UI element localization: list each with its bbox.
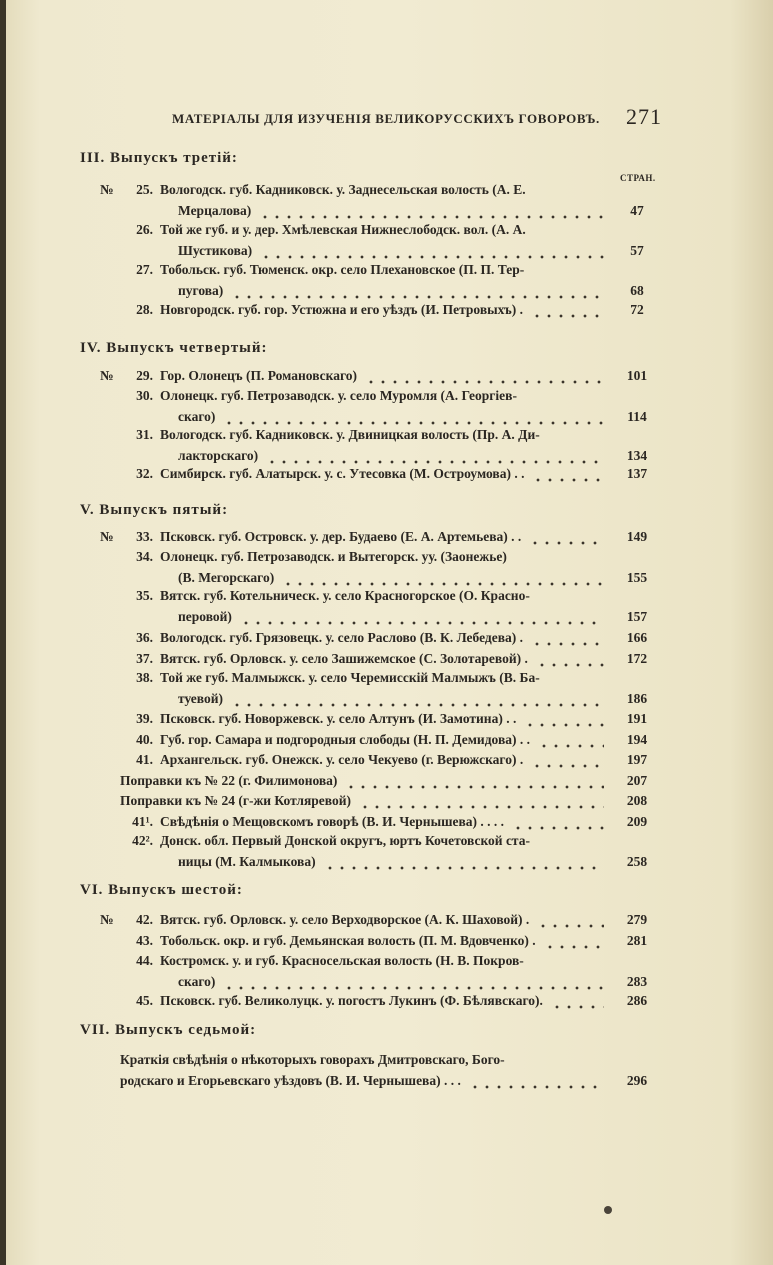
toc-entry <box>0 262 773 298</box>
entry-text-continuation: Мерцалова) <box>178 203 252 218</box>
entry-text: Псковск. губ. Великолуцк. у. погостъ Лукинъ (Ф. Бѣлявскаго). <box>160 993 543 1008</box>
ink-spot <box>604 1206 612 1214</box>
entry-number: 44. <box>136 953 153 968</box>
leader-dots <box>266 448 604 466</box>
entry-text: Вологодск. губ. Кадниковск. у. Заднесельская волость (А. Е. <box>160 182 526 197</box>
leader-dots <box>531 302 604 320</box>
entry-text-continuation: (В. Мегорскаго) <box>178 570 275 585</box>
running-header <box>172 104 662 134</box>
entry-text: Гор. Олонецъ (П. Романовскаго) <box>160 368 358 383</box>
page-ref: 258 <box>626 854 648 869</box>
entry-text: Губ. гор. Самара и подгородныя слободы (Н. П. Демидова) . . <box>160 732 530 747</box>
entry-text: Краткія свѣдѣнія о нѣкоторыхъ говорахъ Дмитровскаго, Бого- <box>120 1052 505 1067</box>
page-ref: 137 <box>626 466 648 481</box>
entry-text: Поправки къ № 22 (г. Филимонова) <box>120 773 338 788</box>
leader-dots <box>365 368 604 386</box>
leader-dots <box>529 529 604 547</box>
leader-dots <box>282 570 604 588</box>
entry-text: Архангельск. губ. Онежск. у. село Чекуево (г. Верюжскаго) . <box>160 752 524 767</box>
leader-dots <box>345 773 604 791</box>
leader-dots <box>231 283 604 301</box>
section-heading-5: V. Выпускъ пятый: <box>80 502 229 518</box>
leader-dots <box>223 974 604 992</box>
entry-text: Олонецк. губ. Петрозаводск. у. село Муромля (А. Георгіев- <box>160 388 517 403</box>
page-ref: 101 <box>626 368 648 383</box>
page-ref: 207 <box>626 773 648 788</box>
page-ref: 157 <box>626 609 648 624</box>
leader-dots <box>324 854 604 872</box>
page-ref: 281 <box>626 933 648 948</box>
toc-entry <box>0 529 773 551</box>
entry-number: 40. <box>136 732 153 747</box>
section-heading-3: III. Выпускъ третій: <box>80 150 238 166</box>
entry-text-continuation: Шустикова) <box>178 243 253 258</box>
leader-dots <box>536 651 604 669</box>
entry-text: Тобольск. губ. Тюменск. окр. село Плехановское (П. П. Тер- <box>160 262 525 277</box>
entry-number: 43. <box>136 933 153 948</box>
entry-text: Вятск. губ. Орловск. у. село Верходворское (А. К. Шаховой) . <box>160 912 530 927</box>
section-heading-6: VI. Выпускъ шестой: <box>80 882 243 898</box>
entry-number: 30. <box>136 388 153 403</box>
toc-entry <box>0 388 773 424</box>
page-ref: 68 <box>630 283 644 298</box>
page-ref: 186 <box>626 691 648 706</box>
leader-dots <box>532 466 604 484</box>
toc-entry <box>0 182 773 218</box>
toc-entry <box>0 933 773 955</box>
entry-text: Той же губ. и у. дер. Хмѣлевская Нижнеслободск. вол. (А. А. <box>160 222 526 237</box>
numero-sign: № <box>100 529 114 544</box>
entry-text: Псковск. губ. Новоржевск. у. село Алтунъ (И. Замотина) . . <box>160 711 517 726</box>
leader-dots <box>531 752 604 770</box>
entry-number: 29. <box>136 368 153 383</box>
leader-dots <box>512 814 604 832</box>
leader-dots <box>524 711 604 729</box>
page-ref: 209 <box>626 814 648 829</box>
toc-entry <box>0 466 773 488</box>
entry-text: Той же губ. Малмыжск. у. село Черемисскій Малмыжъ (В. Ба- <box>160 670 540 685</box>
leader-dots <box>551 993 604 1011</box>
toc-entry <box>0 912 773 934</box>
entry-number: 25. <box>136 182 153 197</box>
leader-dots <box>223 409 604 427</box>
page-ref: 279 <box>626 912 648 927</box>
page-ref: 155 <box>626 570 648 585</box>
entry-number: 39. <box>136 711 153 726</box>
entry-text-continuation: скаго) <box>178 409 216 424</box>
toc-entry <box>0 711 773 733</box>
entry-text: Свѣдѣнія о Мещовскомъ говорѣ (В. И. Чернышева) . . . . <box>160 814 505 829</box>
page-ref: 72 <box>630 302 644 317</box>
toc-entry <box>0 549 773 585</box>
toc-entry <box>0 732 773 754</box>
entry-text-continuation: лакторскаго) <box>178 448 259 463</box>
entry-text-continuation: перовой) <box>178 609 232 624</box>
page-number: 271 <box>626 104 662 129</box>
page-ref: 166 <box>626 630 648 645</box>
entry-number: 35. <box>136 588 153 603</box>
entry-number: 28. <box>136 302 153 317</box>
toc-entry <box>0 670 773 706</box>
entry-text-continuation: туевой) <box>178 691 224 706</box>
entry-number: 26. <box>136 222 153 237</box>
page-ref: 172 <box>626 651 648 666</box>
page-ref: 194 <box>626 732 648 747</box>
toc-entry <box>0 993 773 1015</box>
entry-number: 36. <box>136 630 153 645</box>
toc-entry <box>0 793 773 815</box>
numero-sign: № <box>100 912 114 927</box>
entry-number: 42². <box>132 833 153 848</box>
entry-text: Вологодск. губ. Грязовецк. у. село Раслово (В. К. Лебедева) . <box>160 630 524 645</box>
entry-text: Вятск. губ. Орловск. у. село Зашижемское (С. Золотаревой) . <box>160 651 528 666</box>
entry-number: 41. <box>136 752 153 767</box>
leader-dots <box>359 793 604 811</box>
leader-dots <box>537 912 604 930</box>
entry-number: 33. <box>136 529 153 544</box>
leader-dots <box>231 691 604 709</box>
entry-text: Вятск. губ. Котельническ. у. село Красногорское (О. Красно- <box>160 588 530 603</box>
entry-number: 38. <box>136 670 153 685</box>
page-ref: 283 <box>626 974 648 989</box>
page-ref: 208 <box>626 793 648 808</box>
page-ref: 57 <box>630 243 644 258</box>
entry-text: Поправки къ № 24 (г-жи Котляревой) <box>120 793 351 808</box>
leader-dots <box>469 1073 604 1091</box>
entry-text-continuation: пугова) <box>178 283 224 298</box>
page-ref: 191 <box>626 711 648 726</box>
section-heading-7: VII. Выпускъ седьмой: <box>80 1022 257 1038</box>
toc-entry <box>0 1052 773 1088</box>
leader-dots <box>544 933 604 951</box>
toc-entry <box>0 302 773 324</box>
entry-text: Костромск. у. и губ. Красносельская волость (Н. В. Покров- <box>160 953 524 968</box>
entry-text: Псковск. губ. Островск. у. дер. Будаево (Е. А. Артемьева) . . <box>160 529 522 544</box>
entry-text-continuation: ницы (М. Калмыкова) <box>178 854 316 869</box>
page-column-header: СТРАН. <box>620 173 656 183</box>
leader-dots <box>260 243 604 261</box>
toc-entry <box>0 953 773 989</box>
page-ref: 134 <box>626 448 648 463</box>
entry-number: 32. <box>136 466 153 481</box>
toc-entry <box>0 773 773 795</box>
entry-text: Новгородск. губ. гор. Устюжна и его уѣздъ (И. Петровыхъ) . <box>160 302 524 317</box>
entry-text: Олонецк. губ. Петрозаводск. и Вытегорск. уу. (Заонежье) <box>160 549 507 564</box>
entry-number: 42. <box>136 912 153 927</box>
leader-dots <box>240 609 604 627</box>
entry-text: Вологодск. губ. Кадниковск. у. Двиницкая волость (Пр. А. Ди- <box>160 427 540 442</box>
entry-number: 34. <box>136 549 153 564</box>
toc-entry <box>0 630 773 652</box>
toc-entry <box>0 222 773 258</box>
entry-text-continuation: скаго) <box>178 974 216 989</box>
entry-text: Тобольск. окр. и губ. Демьянская волость (П. М. Вдовченко) . <box>160 933 536 948</box>
leader-dots <box>259 203 604 221</box>
page-ref: 47 <box>630 203 644 218</box>
entry-number: 37. <box>136 651 153 666</box>
entry-text: Донск. обл. Первый Донской округъ, юртъ Кочетовской ста- <box>160 833 530 848</box>
entry-text: Симбирск. губ. Алатырск. у. с. Утесовка (М. Остроумова) . . <box>160 466 525 481</box>
entry-text-continuation: родскаго и Егорьевскаго уѣздовъ (В. И. Чернышева) . . . <box>120 1073 461 1088</box>
toc-entry <box>0 427 773 463</box>
leader-dots <box>531 630 604 648</box>
toc-entry <box>0 368 773 390</box>
toc-entry <box>0 752 773 774</box>
leader-dots <box>538 732 604 750</box>
section-heading-4: IV. Выпускъ четвертый: <box>80 340 268 356</box>
entry-number: 45. <box>136 993 153 1008</box>
header-title: МАТЕРІАЛЫ ДЛЯ ИЗУЧЕНІЯ ВЕЛИКОРУССКИХЪ ГОВОРОВЪ. <box>172 111 600 126</box>
toc-entry <box>0 833 773 869</box>
numero-sign: № <box>100 368 114 383</box>
entry-number: 31. <box>136 427 153 442</box>
page-ref: 286 <box>626 993 648 1008</box>
page-ref: 296 <box>626 1073 648 1088</box>
page-ref: 149 <box>626 529 648 544</box>
entry-number: 27. <box>136 262 153 277</box>
page-ref: 114 <box>627 409 647 424</box>
entry-number: 41¹. <box>132 814 153 829</box>
page-ref: 197 <box>626 752 648 767</box>
toc-entry <box>0 588 773 624</box>
numero-sign: № <box>100 182 114 197</box>
